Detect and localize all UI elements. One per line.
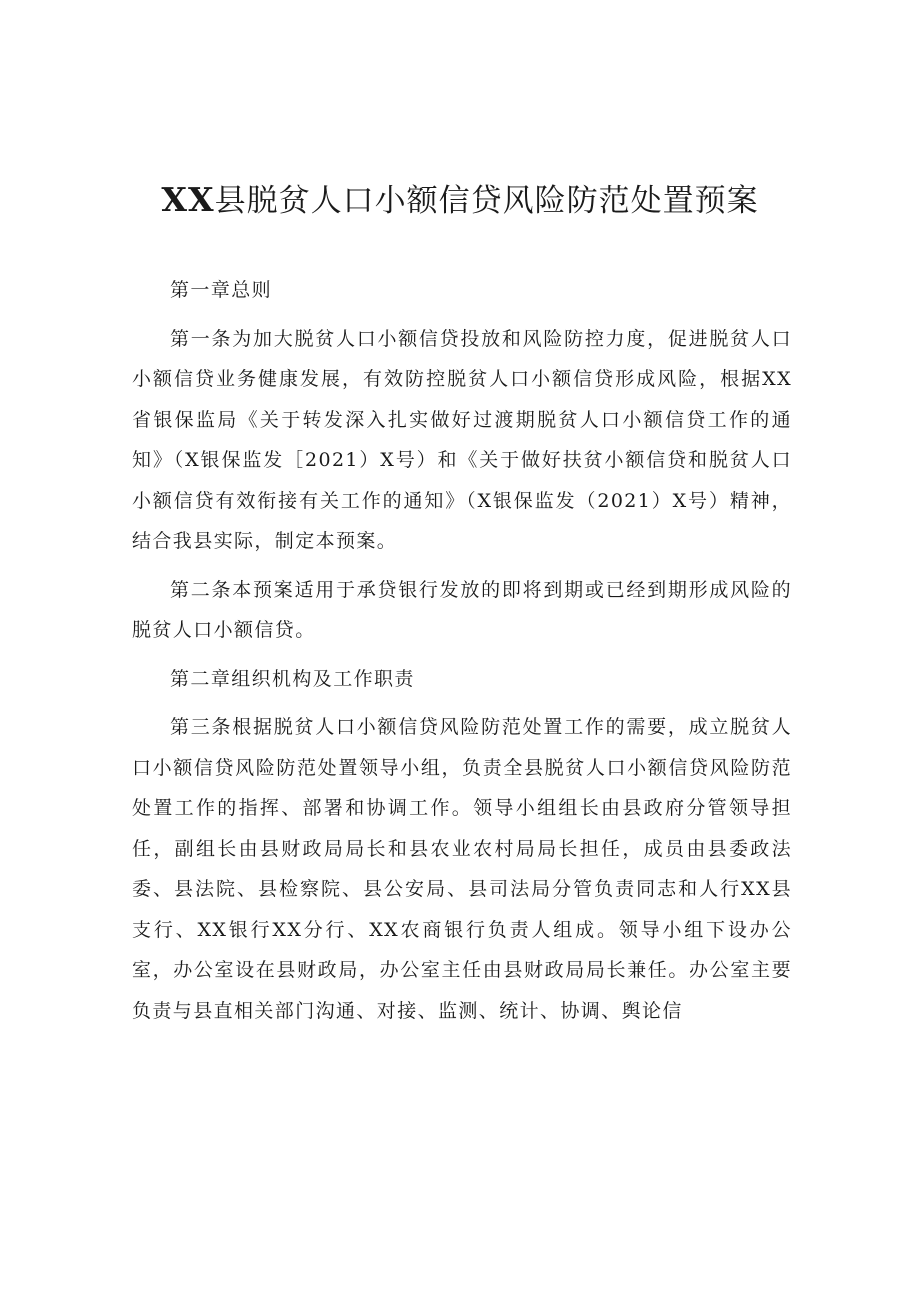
article-1-paragraph: 第一条为加大脱贫人口小额信贷投放和风险防控力度，促进脱贫人口小额信贷业务健康发展，有效防控脱贫人口小额信贷形成风险，根据XX省银保监局《关于转发深入扎实做好过渡期脱贫人口小额信贷工作的通知》（X银保监发［2021）X号）和《关于做好扶贫小额信贷和脱贫人口小额信贷有效衔接有关工作的通知》（X银保监发（2021）X号）精神，结合我县实际，制定本预案。: [132, 327, 792, 552]
document-body: [132, 270, 792, 1039]
article-2-paragraph: 第二条本预案适用于承贷银行发放的即将到期或已经到期形成风险的脱贫人口小额信贷。: [132, 578, 792, 641]
article-3-paragraph: 第三条根据脱贫人口小额信贷风险防范处置工作的需要，成立脱贫人口小额信贷风险防范处置领导小组，负责全县脱贫人口小额信贷风险防范处置工作的指挥、部署和协调工作。领导小组组长由县政府分管领导担任，副组长由县财政局局长和县农业农村局局长担任，成员由县委政法委、县法院、县检察院、县公安局、县司法局分管负责同志和人行XX县支行、XX银行XX分行、XX农商银行负责人组成。领导小组下设办公室，办公室设在县财政局，办公室主任由县财政局局长兼任。办公室主要负责与县直相关部门沟通、对接、监测、统计、协调、舆论信: [132, 716, 792, 1022]
chapter-1-heading: 第一章总则: [170, 279, 273, 301]
title-main: 县脱贫人口小额信贷风险防范处置预案: [214, 183, 759, 219]
document-title: [0, 178, 920, 223]
chapter-2-heading: 第二章组织机构及工作职责: [170, 667, 415, 690]
title-prefix: XX: [161, 180, 215, 219]
